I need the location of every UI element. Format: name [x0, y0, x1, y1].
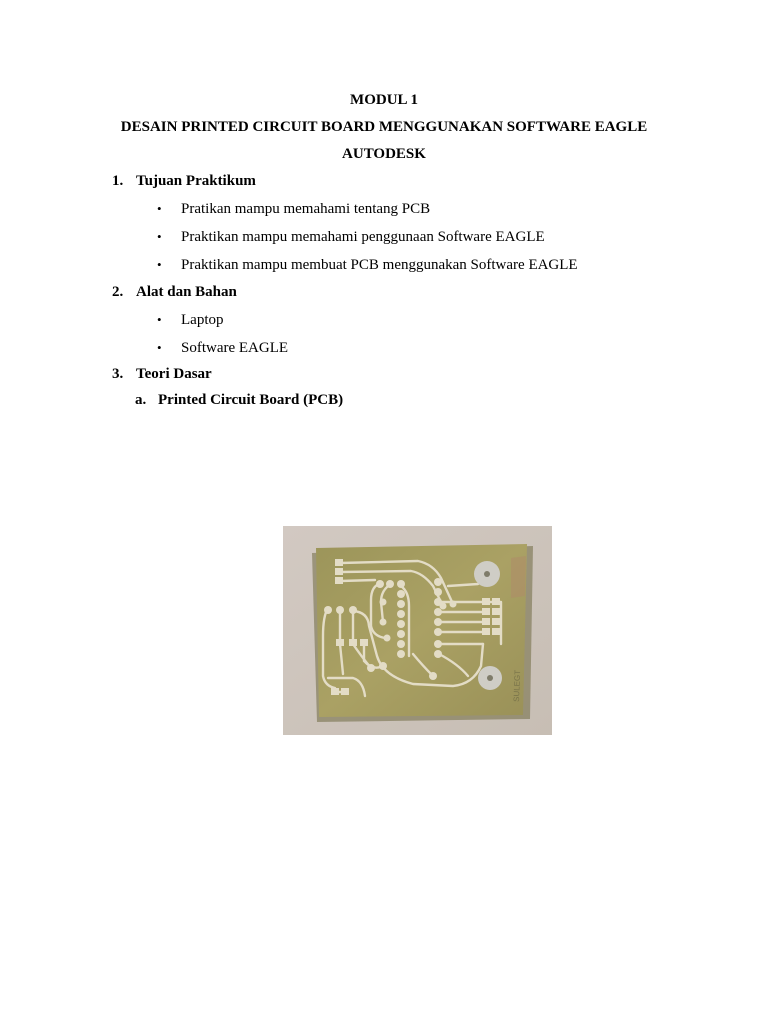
- section-alat-dan-bahan: [112, 284, 237, 301]
- list-item-text: Software EAGLE: [181, 340, 289, 356]
- board-tint: [511, 556, 526, 598]
- list-item-text: Praktikan mampu membuat PCB menggunakan Software EAGLE: [181, 257, 578, 273]
- list-item: [157, 201, 430, 218]
- subsection-pcb: [135, 392, 343, 409]
- bullet-icon: •: [157, 257, 162, 272]
- document-title-line-2: DESAIN PRINTED CIRCUIT BOARD MENGGUNAKAN SOFTWARE EAGLE: [120, 119, 648, 135]
- pcb-photo: [283, 526, 552, 735]
- section-number: 3.: [112, 366, 124, 382]
- document-title-line-3: AUTODESK: [342, 146, 426, 162]
- document-title-line-1: MODUL 1: [350, 92, 418, 108]
- section-heading: Tujuan Praktikum: [136, 173, 256, 189]
- section-teori-dasar: [112, 366, 212, 383]
- bullet-icon: •: [157, 340, 162, 355]
- hole-center: [484, 571, 490, 577]
- bullet-icon: •: [157, 201, 162, 216]
- subsection-letter: a.: [135, 392, 147, 408]
- section-tujuan-praktikum: [112, 173, 256, 190]
- subsection-heading: Printed Circuit Board (PCB): [158, 392, 344, 408]
- section-number: 1.: [112, 173, 124, 189]
- list-item: [157, 229, 545, 246]
- hole-center: [487, 675, 493, 681]
- section-number: 2.: [112, 284, 124, 300]
- board-label: SULEGT: [512, 669, 523, 703]
- list-item-text: Laptop: [181, 312, 224, 328]
- bullet-icon: •: [157, 229, 162, 244]
- list-item-text: Praktikan mampu memahami penggunaan Software EAGLE: [181, 229, 545, 245]
- section-heading: Teori Dasar: [136, 366, 212, 382]
- list-item: [157, 257, 578, 274]
- section-heading: Alat dan Bahan: [136, 284, 237, 300]
- list-item: [157, 312, 224, 329]
- bullet-icon: •: [157, 312, 162, 327]
- list-item-text: Pratikan mampu memahami tentang PCB: [181, 201, 431, 217]
- list-item: [157, 340, 288, 357]
